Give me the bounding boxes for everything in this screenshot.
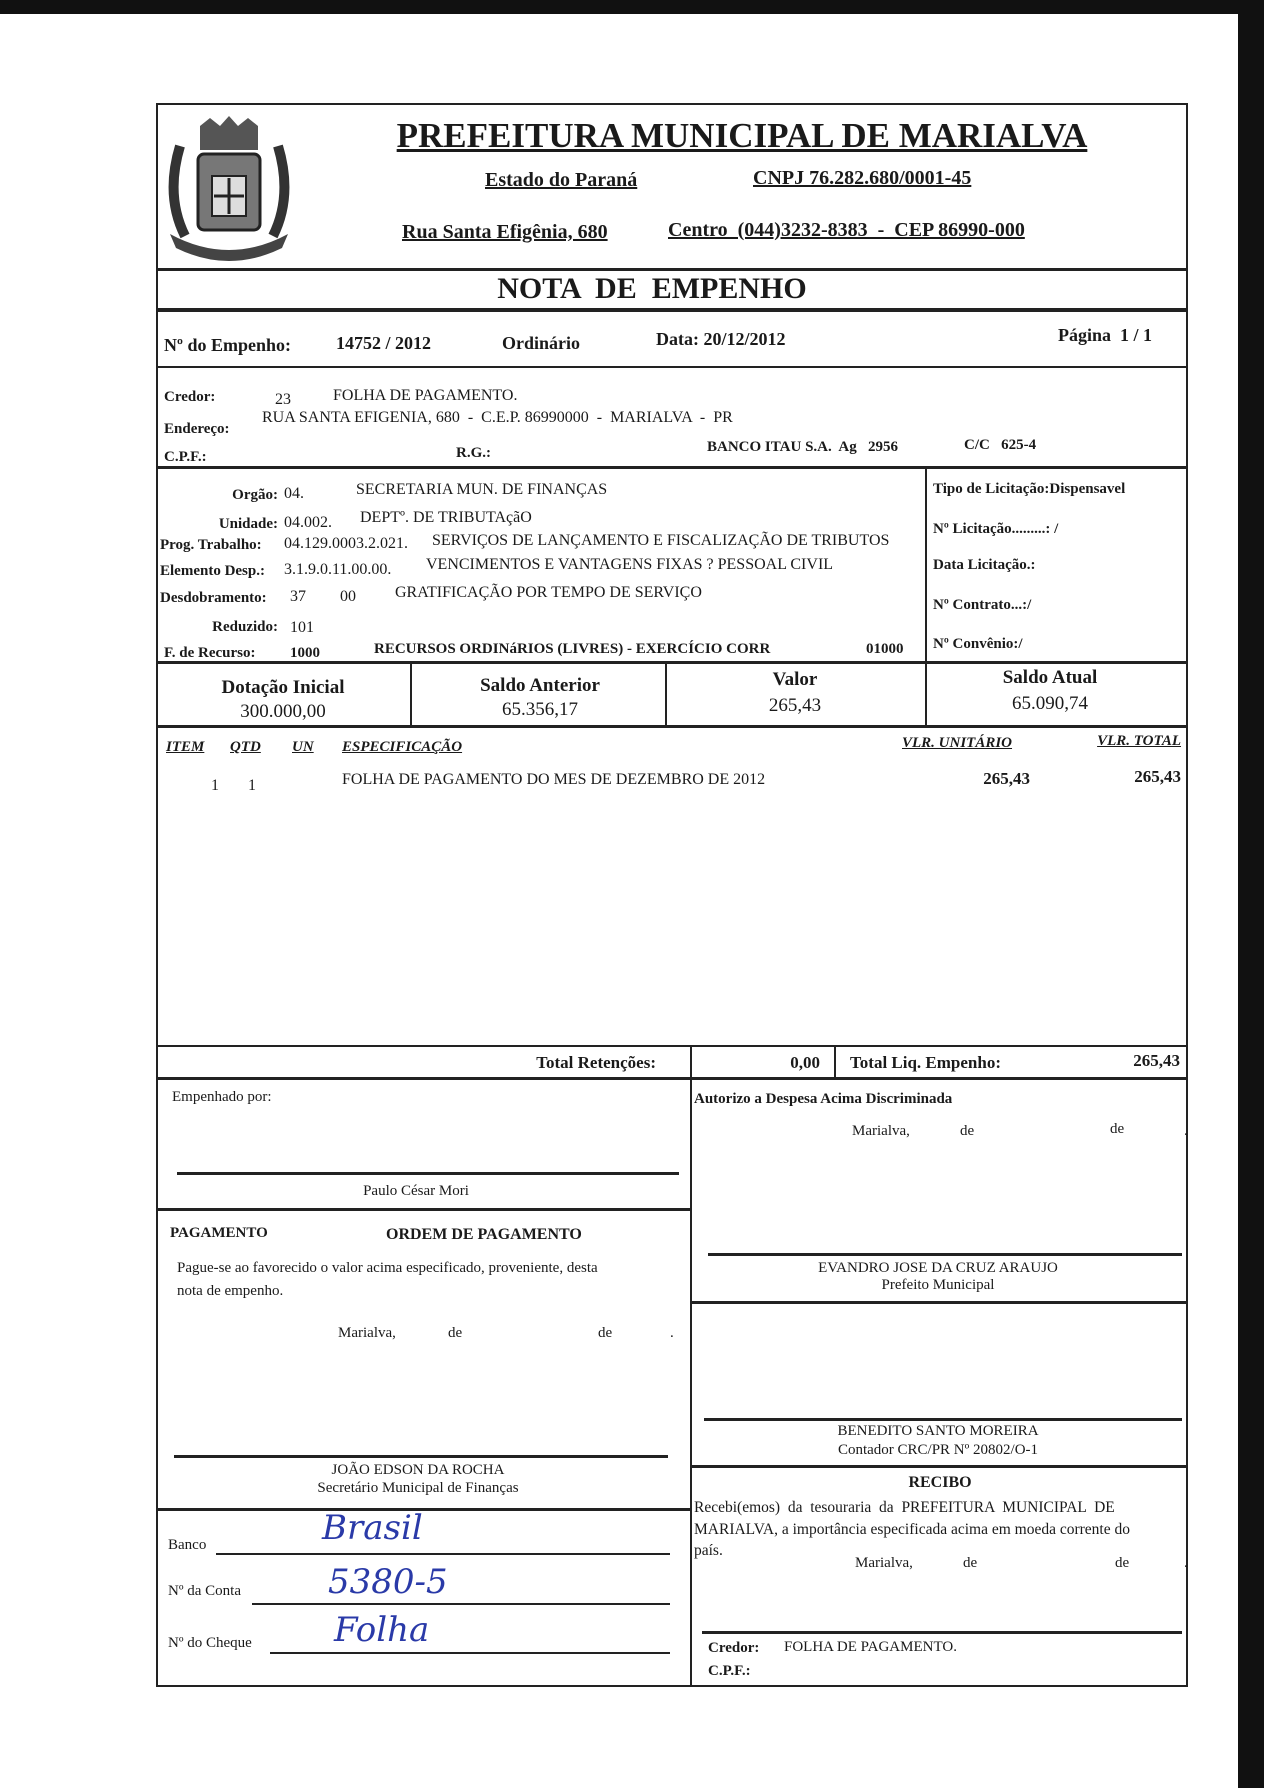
recibo-line3: país.	[694, 1542, 723, 1559]
col-especificacao: ESPECIFICAÇÃO	[342, 739, 463, 755]
divider	[156, 308, 1186, 312]
valor-value: 265,43	[768, 695, 822, 716]
credor-name: FOLHA DE PAGAMENTO.	[333, 387, 518, 404]
unidade-label: Unidade:	[218, 516, 278, 532]
recibo-cpf-label: C.P.F.:	[708, 1663, 751, 1679]
banco-label: Banco	[168, 1537, 207, 1553]
recibo-line2: MARIALVA, a importância especificada acima em moeda corrente do	[694, 1521, 1130, 1538]
dotacao-inicial-value: 300.000,00	[240, 701, 326, 722]
total-retencoes-label: Total Retenções:	[536, 1053, 656, 1072]
empenhado-por-label: Empenhado por:	[172, 1089, 272, 1105]
divider	[410, 662, 412, 726]
numero-contrato: Nº Contrato...:/	[933, 597, 1032, 613]
pagamento-de2: de	[598, 1325, 613, 1341]
coat-of-arms-logo	[160, 116, 298, 266]
divider	[691, 1301, 1186, 1304]
cheque-line	[270, 1652, 670, 1654]
scan-top-edge	[0, 0, 1264, 14]
divider	[156, 1077, 1186, 1080]
divider	[156, 1508, 691, 1511]
credor-label: Credor:	[164, 389, 216, 405]
signature-line	[704, 1418, 1182, 1421]
autorizo-dot: .	[1184, 1123, 1188, 1139]
autorizo-de1: de	[960, 1123, 975, 1139]
reduzido-label: Reduzido:	[212, 619, 278, 635]
header-cnpj: CNPJ 76.282.680/0001-45	[753, 167, 972, 189]
header-district-phone: Centro (044)3232-8383 - CEP 86990-000	[668, 219, 1025, 241]
banco-handwritten: Brasil	[322, 1508, 423, 1548]
banco-line	[216, 1553, 670, 1555]
divider	[690, 1045, 692, 1685]
recibo-city: Marialva,	[855, 1555, 913, 1571]
conta-line	[252, 1603, 670, 1605]
desdobramento-label: Desdobramento:	[160, 590, 267, 606]
saldo-atual-value: 65.090,74	[1012, 693, 1088, 714]
conta-label: Nº da Conta	[168, 1583, 241, 1599]
col-un: UN	[292, 739, 314, 755]
tipo-licitacao: Tipo de Licitação:Dispensavel	[933, 481, 1126, 497]
prefeito-name: EVANDRO JOSE DA CRUZ ARAUJO	[818, 1260, 1058, 1276]
secretario-name: JOÃO EDSON DA ROCHA	[331, 1462, 505, 1478]
empenho-number: 14752 / 2012	[336, 333, 432, 353]
total-retencoes: 0,00	[790, 1053, 820, 1072]
reduzido: 101	[290, 619, 314, 636]
ordem-pagamento-label: ORDEM DE PAGAMENTO	[386, 1226, 582, 1243]
header-state: Estado do Paraná	[485, 169, 638, 191]
desdobramento-code2: 00	[340, 588, 356, 605]
dotacao-inicial-label: Dotação Inicial	[221, 677, 345, 698]
signature-line	[702, 1631, 1182, 1634]
col-item: ITEM	[166, 739, 205, 755]
row-especificacao: FOLHA DE PAGAMENTO DO MES DE DEZEMBRO DE 2012	[342, 771, 766, 788]
row-qtd: 1	[248, 777, 256, 794]
header-title: PREFEITURA MUNICIPAL DE MARIALVA	[396, 116, 1088, 155]
valor-label: Valor	[772, 669, 818, 690]
cheque-label: Nº do Cheque	[168, 1635, 252, 1651]
secretario-title: Secretário Municipal de Finanças	[317, 1480, 519, 1496]
pagamento-dot: .	[670, 1325, 674, 1341]
signature-line	[177, 1172, 679, 1175]
divider	[156, 268, 1186, 271]
saldo-anterior-label: Saldo Anterior	[480, 675, 600, 696]
unidade-code: 04.002.	[284, 514, 332, 531]
row-vlr-unitario: 265,43	[983, 769, 1030, 788]
document-title: NOTA DE EMPENHO	[497, 272, 807, 305]
recibo-credor-label: Credor:	[708, 1640, 760, 1656]
divider	[691, 1465, 1186, 1468]
cpf-label: C.P.F.:	[164, 449, 207, 465]
empenho-type: Ordinário	[502, 333, 581, 353]
prog-label: Prog. Trabalho:	[160, 537, 262, 553]
recurso-code: 1000	[290, 645, 320, 661]
header-address: Rua Santa Efigênia, 680	[402, 221, 608, 243]
prog: SERVIÇOS DE LANÇAMENTO E FISCALIZAÇÃO DE TRIBUTOS	[432, 532, 890, 549]
data-licitacao: Data Licitação.:	[933, 557, 1036, 573]
signature-line	[174, 1455, 668, 1458]
signature-line	[708, 1253, 1182, 1256]
pagamento-label: PAGAMENTO	[170, 1225, 268, 1241]
orgao-label: Orgão:	[232, 487, 278, 503]
recibo-dot: .	[1184, 1555, 1188, 1571]
contador-title: Contador CRC/PR Nº 20802/O-1	[837, 1442, 1039, 1458]
recibo-de1: de	[963, 1555, 978, 1571]
desdobramento-code1: 37	[290, 588, 306, 605]
prefeito-title: Prefeito Municipal	[881, 1277, 995, 1293]
credor-code: 23	[275, 391, 291, 408]
scan-right-edge	[1238, 0, 1264, 1788]
desdobramento: GRATIFICAÇÃO POR TEMPO DE SERVIÇO	[395, 584, 702, 601]
divider	[156, 1208, 691, 1211]
endereco: RUA SANTA EFIGENIA, 680 - C.E.P. 86990000 - MARIALVA - PR	[262, 409, 733, 426]
pague-se-line1: Pague-se ao favorecido o valor acima especificado, proveniente, desta	[177, 1260, 598, 1276]
prog-code: 04.129.0003.2.021.	[284, 535, 408, 552]
divider	[925, 467, 927, 726]
cheque-handwritten: Folha	[334, 1610, 430, 1650]
orgao-code: 04.	[284, 485, 304, 502]
pagamento-city: Marialva,	[338, 1325, 396, 1341]
recibo-de2: de	[1115, 1555, 1130, 1571]
autorizo-de2: de	[1110, 1121, 1125, 1137]
autorizo-label: Autorizo a Despesa Acima Discriminada	[694, 1091, 953, 1107]
conta-corrente: C/C 625-4	[964, 437, 1037, 453]
divider	[156, 661, 1186, 664]
saldo-atual-label: Saldo Atual	[1002, 667, 1098, 688]
endereco-label: Endereço:	[164, 421, 230, 437]
numero-licitacao: Nº Licitação.........: /	[933, 521, 1059, 537]
recibo-credor: FOLHA DE PAGAMENTO.	[784, 1639, 957, 1655]
contador-name: BENEDITO SANTO MOREIRA	[837, 1423, 1039, 1439]
elemento-label: Elemento Desp.:	[160, 563, 265, 579]
orgao: SECRETARIA MUN. DE FINANÇAS	[356, 481, 608, 498]
col-vlr-unitario: VLR. UNITÁRIO	[902, 735, 1013, 751]
unidade: DEPTº. DE TRIBUTAçãO	[360, 509, 532, 526]
col-qtd: QTD	[230, 739, 261, 755]
divider	[834, 1045, 836, 1077]
recibo-line1: Recebi(emos) da tesouraria da PREFEITURA MUNICIPAL DE	[694, 1499, 1115, 1516]
recurso-label: F. de Recurso:	[164, 645, 256, 661]
divider	[156, 1045, 1186, 1047]
total-liq: 265,43	[1133, 1051, 1180, 1070]
empenho-number-label: Nº do Empenho:	[164, 335, 291, 355]
bank-info: BANCO ITAU S.A. Ag 2956	[707, 439, 898, 455]
rg-label: R.G.:	[456, 445, 491, 461]
divider	[665, 662, 667, 726]
recibo-title: RECIBO	[908, 1474, 972, 1491]
pague-se-line2: nota de empenho.	[177, 1283, 284, 1299]
page-number: Página 1 / 1	[1058, 325, 1153, 345]
empenho-date: Data: 20/12/2012	[656, 329, 786, 349]
divider	[156, 466, 1186, 469]
empenhado-por-name: Paulo César Mori	[363, 1183, 469, 1199]
row-item: 1	[211, 777, 219, 794]
elemento: VENCIMENTOS E VANTAGENS FIXAS ? PESSOAL CIVIL	[426, 556, 834, 573]
numero-convenio: Nº Convênio:/	[933, 636, 1023, 652]
conta-handwritten: 5380-5	[328, 1562, 448, 1602]
divider	[156, 366, 1186, 368]
elemento-code: 3.1.9.0.11.00.00.	[284, 561, 392, 578]
row-vlr-total: 265,43	[1134, 767, 1181, 786]
saldo-anterior-value: 65.356,17	[502, 699, 578, 720]
total-liq-label: Total Liq. Empenho:	[850, 1053, 1001, 1072]
pagamento-de1: de	[448, 1325, 463, 1341]
recurso: RECURSOS ORDINáRIOS (LIVRES) - EXERCÍCIO CORR	[374, 641, 771, 657]
col-vlr-total: VLR. TOTAL	[1097, 733, 1181, 749]
autorizo-city: Marialva,	[852, 1123, 910, 1139]
divider	[156, 725, 1186, 728]
recurso-code2: 01000	[866, 641, 904, 657]
